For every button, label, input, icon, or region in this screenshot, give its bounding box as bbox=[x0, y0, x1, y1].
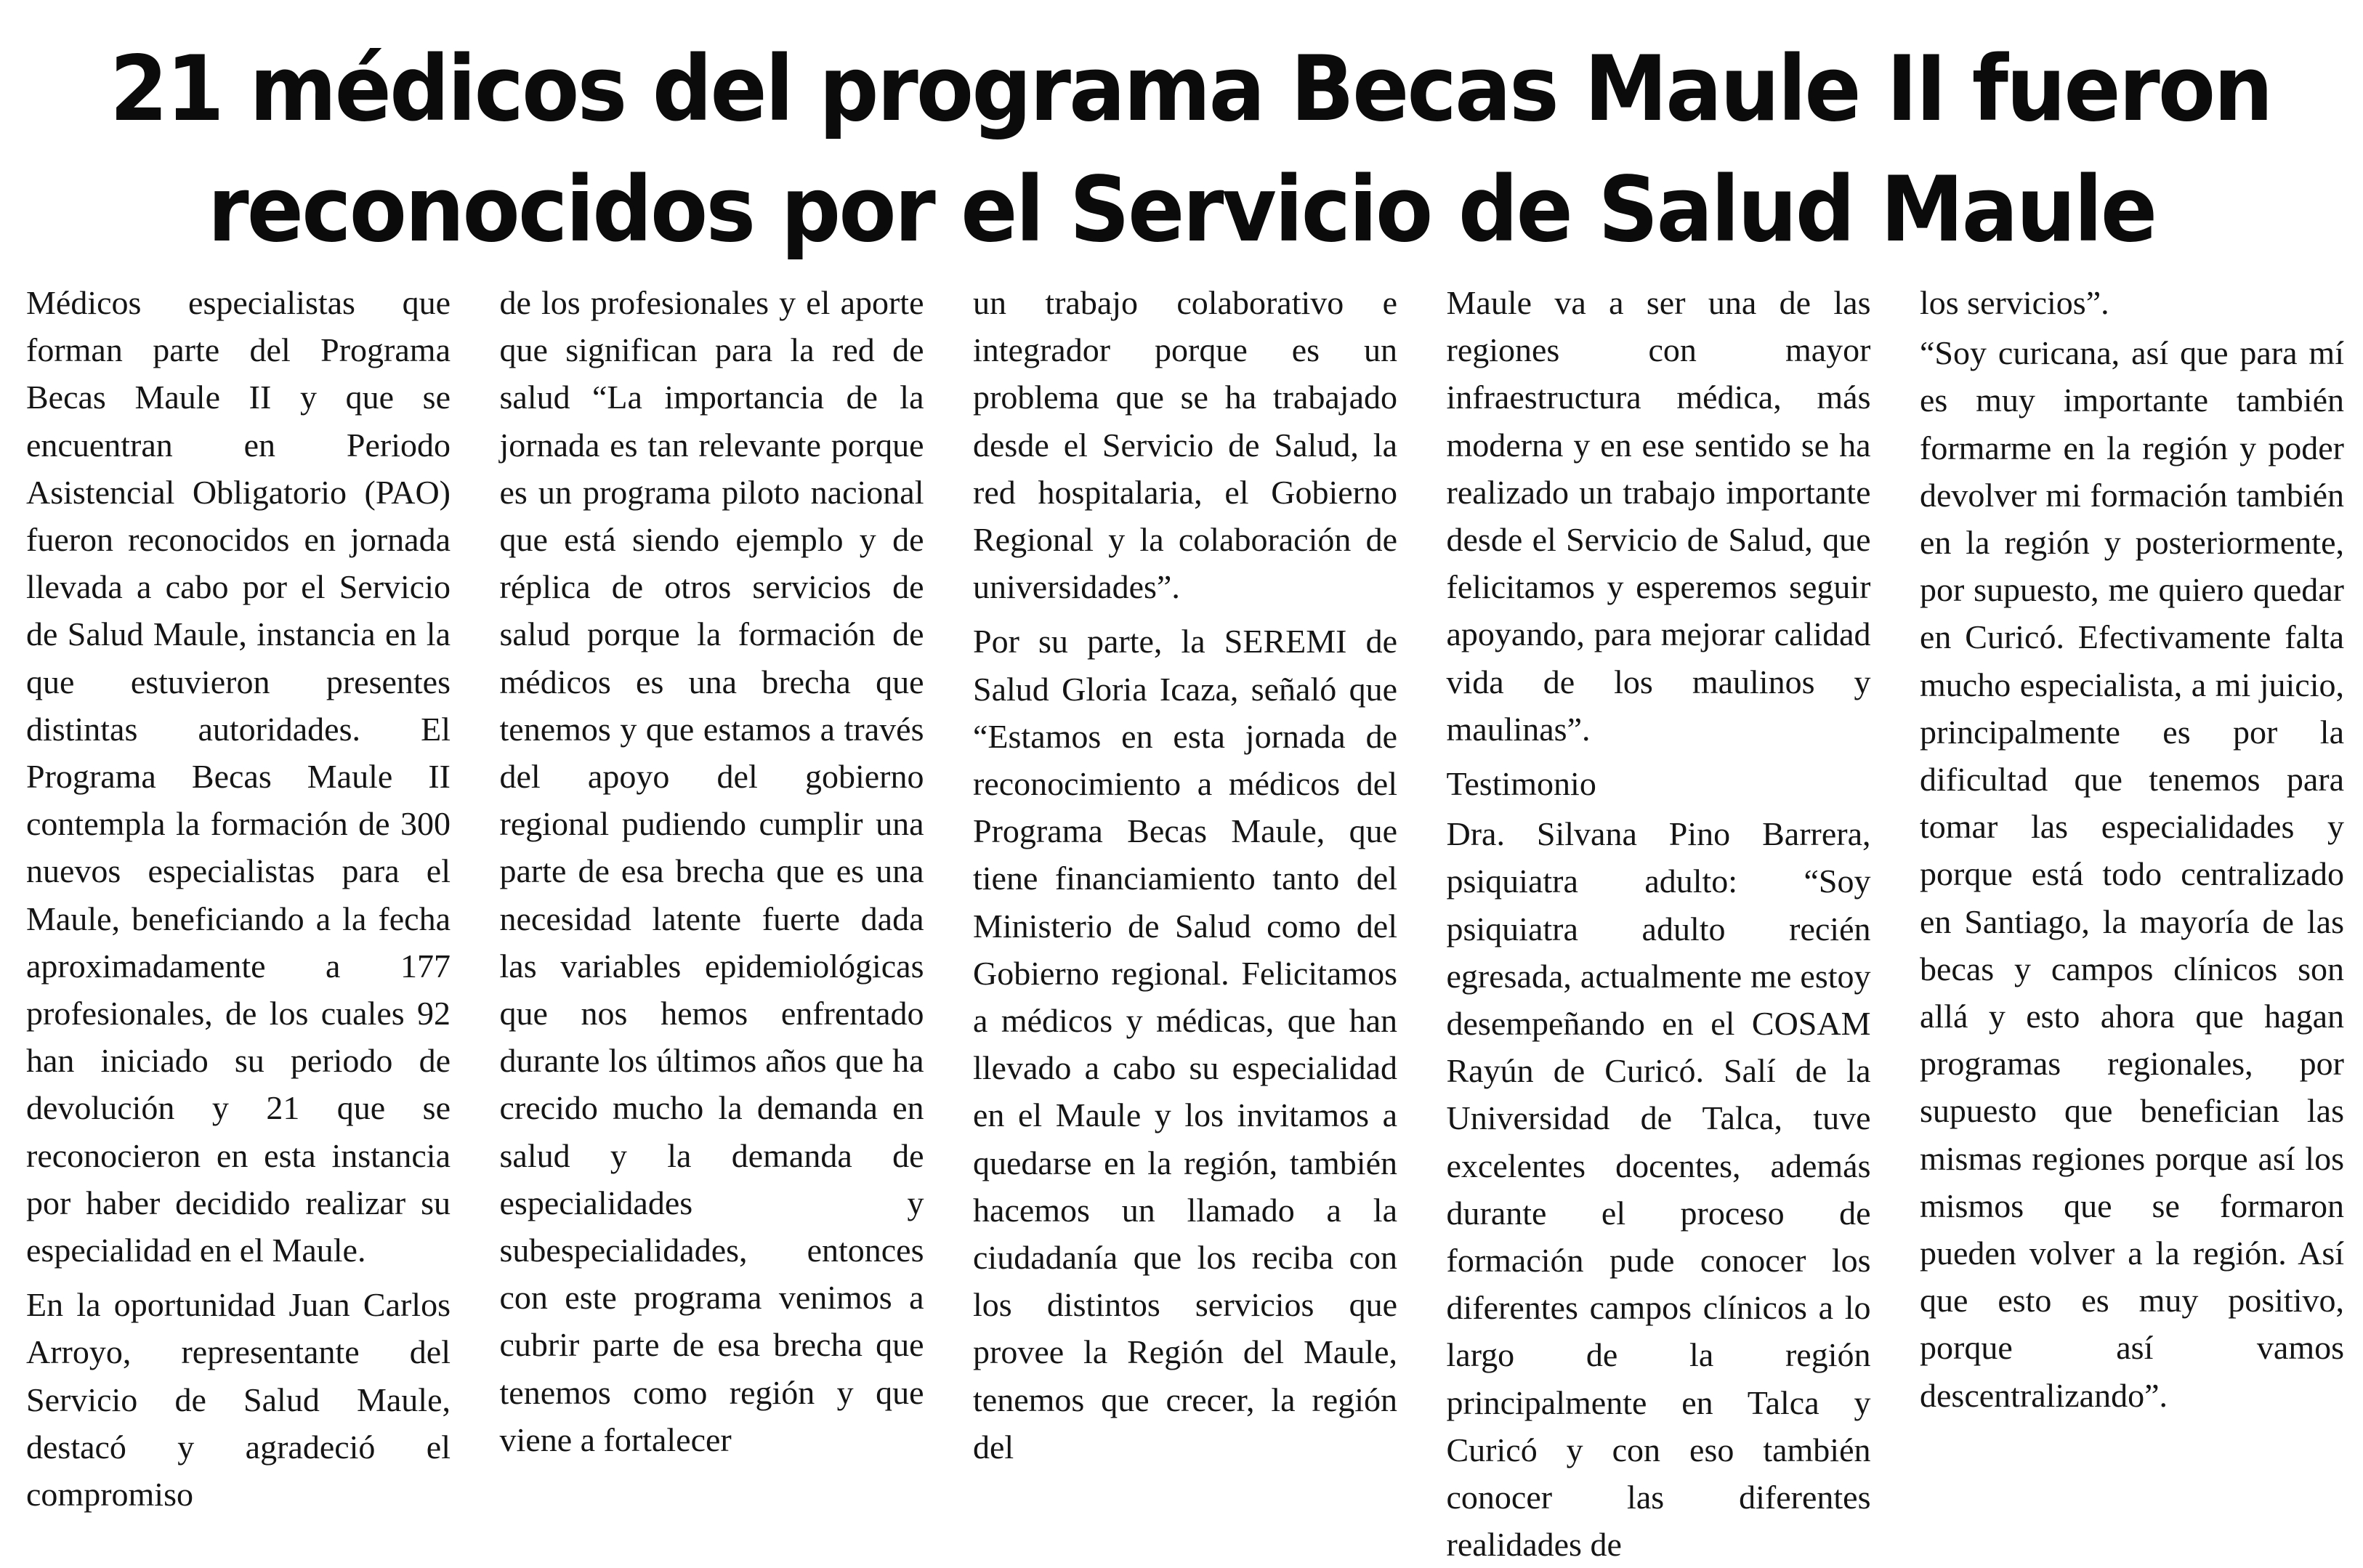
paragraph: los servicios”. bbox=[1920, 284, 2109, 321]
paragraph: En la oportunidad Juan Carlos Arroyo, representante del Servicio de Salud Maule, destacó y agradeció el compromiso bbox=[26, 1286, 451, 1514]
article-headline bbox=[110, 29, 2271, 270]
headline-line-2: reconocidos por el Servicio de Salud Maule bbox=[207, 158, 2156, 262]
paragraph: Maule va a ser una de las regiones con mayor infraestructura médica, más moderna y en ese sentido se ha realizado un trabajo importante desde el Servicio de Salud, que felicitamos y esperemos seguir apoyando, para mejorar calidad vida de los maulinos y maulinas”. bbox=[1446, 284, 1871, 748]
article-body bbox=[26, 279, 2344, 1564]
article-column-5 bbox=[1920, 279, 2344, 1434]
section-subheading: Testimonio bbox=[1446, 765, 1596, 803]
paragraph: Por su parte, la SEREMI de Salud Gloria Icaza, señaló que “Estamos en esta jornada de reconocimiento a médicos del Programa Becas Maule, que tiene financiamiento tanto del Ministerio de Salud como del Gobierno regional. Felicitamos a médicos y médicas, que han llevado a cabo su especialidad en el Maule y los invitamos a quedarse en la región, también hacemos un llamado a la ciudadanía que los reciba con los distintos servicios que provee la Región del Maule, tenemos que crecer, la región del bbox=[973, 623, 1397, 1466]
article-column-2 bbox=[499, 279, 924, 1458]
paragraph: “Soy curicana, así que para mí es muy importante también formarme en la región y poder devolver mi formación también en la región y posteriormente, por supuesto, me quiero quedar en Curicó. Efectivamente falta mucho especialista, a mi juicio, principalmente es por la dificultad que tenemos para tomar las especialidades y porque está todo centralizado en Santiago, la mayoría de las becas y campos clínicos son allá y esto ahora que hagan programas regionales, por supuesto que benefician las mismas regiones porque así los mismos que se formaron pueden volver a la región. Así que esto es muy positivo, porque así vamos descentralizando”. bbox=[1920, 334, 2344, 1414]
paragraph: de los profesionales y el aporte que significan para la red de salud “La importancia de la jornada es tan relevante porque es un programa piloto nacional que está siendo ejemplo y de réplica de otros servicios de salud porque la formación de médicos es una brecha que tenemos y que estamos a través del apoyo del gobierno regional pudiendo cumplir una parte de esa brecha que es una necesidad latente fuerte dada las variables epidemiológicas que nos hemos enfrentado durante los últimos años que ha crecido mucho la demanda en salud y la demanda de especialidades y subespecialidades, entonces con este programa venimos a cubrir parte de esa brecha que tenemos como región y que viene a fortalecer bbox=[499, 284, 924, 1458]
article-column-1 bbox=[26, 279, 451, 1514]
headline-line-1: 21 médicos del programa Becas Maule II fueron bbox=[110, 37, 2271, 142]
paragraph: Médicos especialistas que forman parte del Programa Becas Maule II y que se encuentran en Periodo Asistencial Obligatorio (PAO) fueron reconocidos en jornada llevada a cabo por el Servicio de Salud Maule, instancia en la que estuvieron presentes distintas autoridades. El Programa Becas Maule II contempla la formación de 300 nuevos especialistas para el Maule, beneficiando a la fecha aproximadamente a 177 profesionales, de los cuales 92 han iniciado su periodo de devolución y 21 que se reconocieron en esta instancia por haber decidido realizar su especialidad en el Maule. bbox=[26, 284, 451, 1269]
paragraph: Dra. Silvana Pino Barrera, psiquiatra adulto: “Soy psiquiatra adulto recién egresada, actualmente me estoy desempeñando en el COSAM Rayún de Curicó. Salí de la Universidad de Talca, tuve excelentes docentes, además durante el proceso de formación pude conocer los diferentes campos clínicos a lo largo de la región principalmente en Talca y Curicó y con eso también conocer las diferentes realidades de bbox=[1446, 815, 1871, 1564]
paragraph: un trabajo colaborativo e integrador porque es un problema que se ha trabajado desde el Servicio de Salud, la red hospitalaria, el Gobierno Regional y la colaboración de universidades”. bbox=[973, 284, 1397, 606]
article-column-4 bbox=[1446, 279, 1871, 1564]
article-column-3 bbox=[973, 279, 1397, 1466]
